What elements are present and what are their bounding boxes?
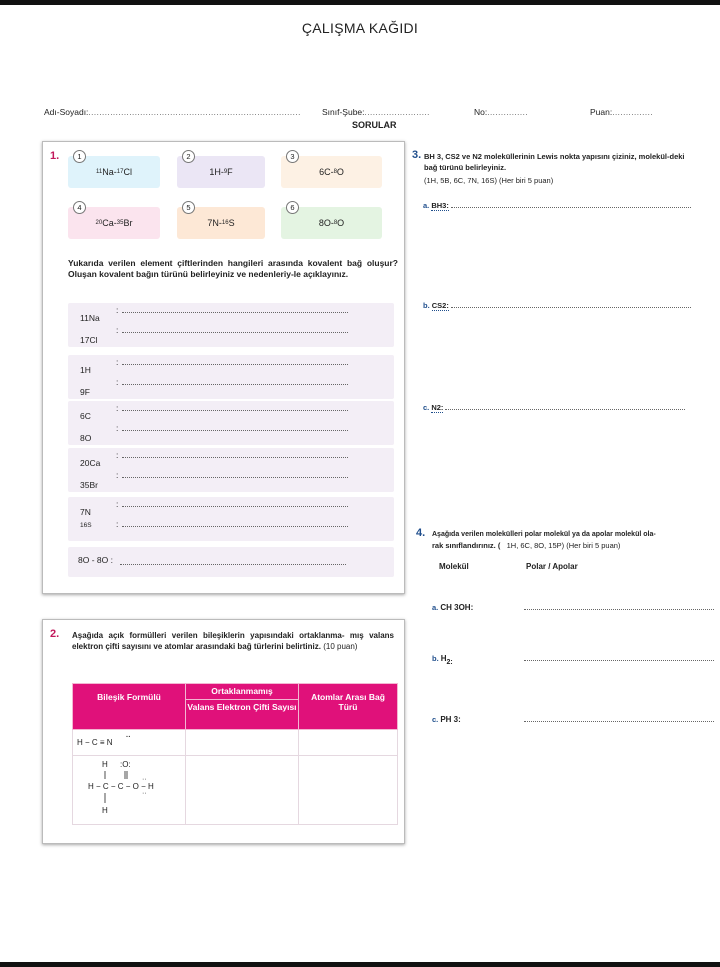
pair-separator: -	[220, 167, 224, 177]
answer-row-colon: :	[116, 325, 119, 335]
answer-line[interactable]	[122, 526, 348, 527]
pair-second-element: O	[336, 167, 344, 177]
column-header-formula: Bileşik Formülü	[73, 684, 186, 730]
answer-line[interactable]	[120, 564, 346, 565]
item-letter: a.	[432, 603, 441, 612]
pair-first-element: 7N	[207, 218, 219, 228]
pair-separator: -	[113, 167, 117, 177]
page-title: ÇALIŞMA KAĞIDI	[301, 20, 419, 36]
answer-line[interactable]	[524, 660, 714, 661]
pair-number-badge: 3	[286, 150, 299, 163]
number-field: No:...............	[474, 107, 529, 117]
pair-first-number: 20	[95, 220, 103, 226]
pair-first-element: 8O	[318, 218, 331, 228]
item-letter: c.	[423, 403, 432, 412]
question-4-item	[432, 654, 453, 666]
top-border	[0, 0, 720, 5]
section-heading: SORULAR	[352, 120, 397, 130]
item-letter: b.	[432, 654, 441, 663]
answer-row-colon: :	[116, 499, 119, 509]
table-row	[73, 730, 398, 756]
formula-acetic-acid	[73, 756, 186, 825]
answer-cell[interactable]	[186, 756, 299, 825]
question-3-item	[423, 403, 713, 412]
question-3-item	[423, 201, 713, 210]
answer-row	[68, 355, 394, 399]
pair-number-badge: 2	[182, 150, 195, 163]
svg-text::O:: :O:	[120, 760, 131, 769]
answer-line[interactable]	[122, 410, 348, 411]
answer-row-label: 7N	[80, 507, 91, 517]
item-letter: a.	[423, 201, 432, 210]
answer-row-label: 8O	[80, 433, 92, 443]
answer-row-colon: :	[116, 450, 119, 460]
item-molecule: PH 3:	[440, 715, 461, 724]
answer-row-colon: :	[116, 377, 119, 387]
pair-number-badge: 1	[73, 150, 86, 163]
pair-separator: -	[113, 218, 117, 228]
item-molecule: H	[440, 654, 447, 663]
structural-formula-image	[74, 757, 180, 821]
bottom-border	[0, 962, 720, 967]
answer-line[interactable]	[122, 332, 348, 333]
answer-row-label: 9F	[80, 387, 90, 397]
pair-separator: -	[330, 218, 334, 228]
compound-table	[72, 683, 398, 825]
question-4-item	[432, 603, 473, 612]
svg-text:H: H	[102, 760, 108, 769]
column-header-polarity: Polar / Apolar	[526, 562, 578, 571]
pair-second-number: 16	[221, 220, 229, 226]
answer-row-colon: :	[116, 305, 119, 315]
svg-text:··: ··	[142, 790, 147, 797]
answer-row-colon: :	[116, 519, 119, 529]
answer-row-label: 6C	[80, 411, 91, 421]
class-field: Sınıf-Şube:........................	[322, 107, 430, 117]
answer-line[interactable]	[122, 430, 348, 431]
answer-cell[interactable]	[299, 756, 398, 825]
answer-row-label: 20Ca	[80, 458, 101, 468]
pair-second-element: S	[228, 218, 235, 228]
pair-second-number: 17	[116, 169, 124, 175]
answer-line[interactable]	[451, 207, 691, 208]
answer-row	[68, 303, 394, 347]
item-subscript: 2:	[446, 659, 453, 666]
answer-row-label: 11Na	[80, 313, 100, 323]
answer-line[interactable]	[122, 477, 348, 478]
pair-second-element: Cl	[123, 167, 132, 177]
item-molecule: CH 3OH:	[440, 603, 474, 612]
pair-second-number: 8	[333, 169, 337, 175]
answer-row-oo	[68, 547, 394, 577]
question-1-text: Yukarıda verilen element çiftlerinden hangileri arasında kovalent bağ oluşur? Oluşan kovalent bağın türünü belirleyiniz ve nedenleriy-le açıklayınız.	[68, 258, 398, 279]
svg-text:H: H	[102, 806, 108, 815]
name-field: Adı-Soyadı:..............................................................................	[44, 107, 301, 117]
question-2-text: Aşağıda açık formülleri verilen bileşiklerin yapısındaki ortaklanma- mış valans elektron çifti sayısını ve atomlar arasındaki bağ türlerini belirtiniz. (10 puan)	[72, 631, 394, 651]
pair-separator: -	[218, 218, 222, 228]
item-molecule: N2:	[431, 403, 444, 412]
answer-row-label: 35Br	[80, 480, 98, 490]
answer-line[interactable]	[524, 721, 714, 722]
answer-line[interactable]	[122, 506, 348, 507]
answer-row-label: 8O - 8O :	[78, 555, 113, 565]
answer-row-label: 16S	[80, 522, 92, 529]
answer-line[interactable]	[122, 384, 348, 385]
column-header-bond-type: Atomlar Arası Bağ Türü	[299, 684, 398, 730]
formula-hcn: H − C ≡ N ··	[73, 730, 186, 756]
answer-line[interactable]	[445, 409, 685, 410]
answer-row	[68, 497, 394, 541]
pair-second-element: F	[227, 167, 233, 177]
answer-row	[68, 401, 394, 445]
item-molecule: BH3:	[431, 201, 449, 210]
answer-row	[68, 448, 394, 492]
question-4-item	[432, 715, 461, 724]
answer-row-label: 1H	[80, 365, 91, 375]
pair-first-element: 6C	[319, 167, 331, 177]
column-header-molecule: Molekül	[439, 562, 469, 571]
question-4-text: Aşağıda verilen molekülleri polar molekül ya da apolar molekül ola-	[432, 531, 656, 538]
question-3-subtext: (1H, 5B, 6C, 7N, 16S) (Her biri 5 puan)	[424, 176, 554, 185]
pair-number-badge: 5	[182, 201, 195, 214]
answer-row-colon: :	[116, 423, 119, 433]
pair-separator: -	[330, 167, 334, 177]
question-4-number: 4.	[416, 527, 426, 539]
item-letter: b.	[423, 301, 432, 310]
answer-line[interactable]	[122, 312, 348, 313]
pair-first-element: Ca	[102, 218, 114, 228]
pair-second-element: Br	[123, 218, 133, 228]
svg-text:H − C − C − O − H: H − C − C − O − H	[88, 782, 154, 791]
pair-first-element: 1H	[209, 167, 221, 177]
answer-row-label: 17Cl	[80, 335, 98, 345]
pair-first-number: 11	[96, 169, 103, 175]
question-4-text-line2: rak sınıflandırınız. ( 1H, 6C, 8O, 15P) (Her biri 5 puan)	[432, 541, 621, 550]
pair-second-number: 8	[333, 220, 338, 226]
item-molecule: CS2:	[431, 301, 449, 310]
question-1-number: 1.	[50, 150, 60, 162]
item-letter: c.	[432, 715, 441, 724]
pair-second-element: O	[337, 218, 345, 228]
pair-second-number: 35	[116, 220, 124, 226]
question-3-number: 3.	[412, 149, 422, 161]
svg-text:··: ··	[142, 776, 147, 783]
pair-second-number: 9	[223, 169, 228, 175]
question-2-number: 2.	[50, 628, 60, 640]
answer-cell[interactable]	[186, 730, 299, 756]
pair-number-badge: 4	[73, 201, 86, 214]
answer-line[interactable]	[122, 364, 348, 365]
answer-line[interactable]	[122, 457, 348, 458]
column-header-electrons: Ortaklanmamış Valans Elektron Çifti Sayısı	[186, 684, 299, 730]
table-row	[73, 756, 398, 825]
score-field: Puan:...............	[590, 107, 654, 117]
question-3-item	[423, 301, 713, 310]
answer-line[interactable]	[451, 307, 691, 308]
answer-line[interactable]	[524, 609, 714, 610]
answer-row-colon: :	[116, 403, 119, 413]
pair-number-badge: 6	[286, 201, 299, 214]
answer-row-colon: :	[116, 357, 119, 367]
answer-cell[interactable]	[299, 730, 398, 756]
answer-row-colon: :	[116, 470, 119, 480]
question-3-text: BH 3, CS2 ve N2 moleküllerinin Lewis nokta yapısını çiziniz, molekül-deki bağ türünü belirleyiniz.	[424, 152, 685, 172]
pair-first-element: Na	[102, 167, 114, 177]
